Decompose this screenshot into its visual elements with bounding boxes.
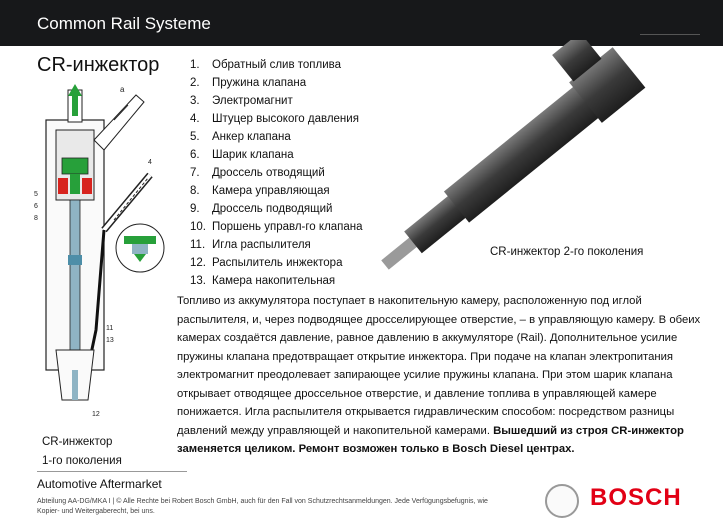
list-item: 8. Камера управляющая [190,185,330,197]
caption-left-line2: 1-го поколения [42,455,122,467]
footer-title: Automotive Aftermarket [37,477,162,491]
label-11: 11 [106,325,114,332]
list-item: 2. Пружина клапана [190,77,307,89]
label-8: 8 [34,215,38,222]
bosch-logo: BOSCH [590,484,682,511]
list-item: 1. Обратный слив топлива [190,59,342,71]
label-4: 4 [148,159,152,166]
footer-legal: Abteilung AA-DG/MKA I | © Alle Rechte bei Robert Bosch GmbH, auch für den Fall von Schutzrechtsanmeldungen. Jede Verfügungsbefugnis, wie Kopier- und Weitergaberecht, bei uns. [37,498,488,515]
list-item: 5. Анкер клапана [190,131,291,143]
parts-list [190,56,363,290]
repair-note: Вышедший из строя CR-инжектор заменяется целиком. Ремонт возможен только в Bosch Diesel центрах. [177,424,684,455]
label-12: 12 [92,411,100,418]
caption-right: CR-инжектор 2-го поколения [490,246,644,258]
label-13: 13 [106,337,114,344]
label-6: 6 [34,203,38,210]
header-title: Common Rail Systeme [37,14,211,33]
label-5: 5 [34,191,38,198]
list-item: 7. Дроссель отводящий [190,167,325,179]
bosch-logo-icon [545,484,579,518]
description-text [177,292,712,459]
description-body: Топливо из аккумулятора поступает в накопительную камеру, расположенную под иглой распылителя, и, через подводящее дросселирующее отверстие, – в управляющую камеру. В обеих камерах создаётся давление, равное давлению в аккумуляторе (Rail). Дополнительное усилие пружины клапана предотвращает открытие инжектора. При подаче на клапан электропитания электромагнит преодолевает запирающее усилие пружины клапана. При этом шарик клапана открывает отводящее дроссельное отверстие, и давление топлива в управляющей камере понижается. Игла распылителя открывается гидравлическим способом: посредством разницы давлений между управляющей и накопительной камерами. [177,295,701,437]
injector-diagram [28,80,168,420]
list-item: 13. Камера накопительная [190,275,336,287]
injector-photo [355,40,715,280]
list-item: 3. Электромагнит [190,95,293,107]
list-item: 10. Поршень управл-го клапана [190,221,363,233]
label-a: a [120,85,125,94]
caption-left-line1: CR-инжектор [42,436,113,448]
slide-title: CR-инжектор [37,54,160,76]
list-item: 6. Шарик клапана [190,149,294,161]
list-item: 4. Штуцер высокого давления [190,113,359,125]
footer-divider [37,471,187,472]
list-item: 12. Распылитель инжектора [190,257,343,269]
list-item: 9. Дроссель подводящий [190,203,333,215]
list-item: 11. Игла распылителя [190,239,311,251]
